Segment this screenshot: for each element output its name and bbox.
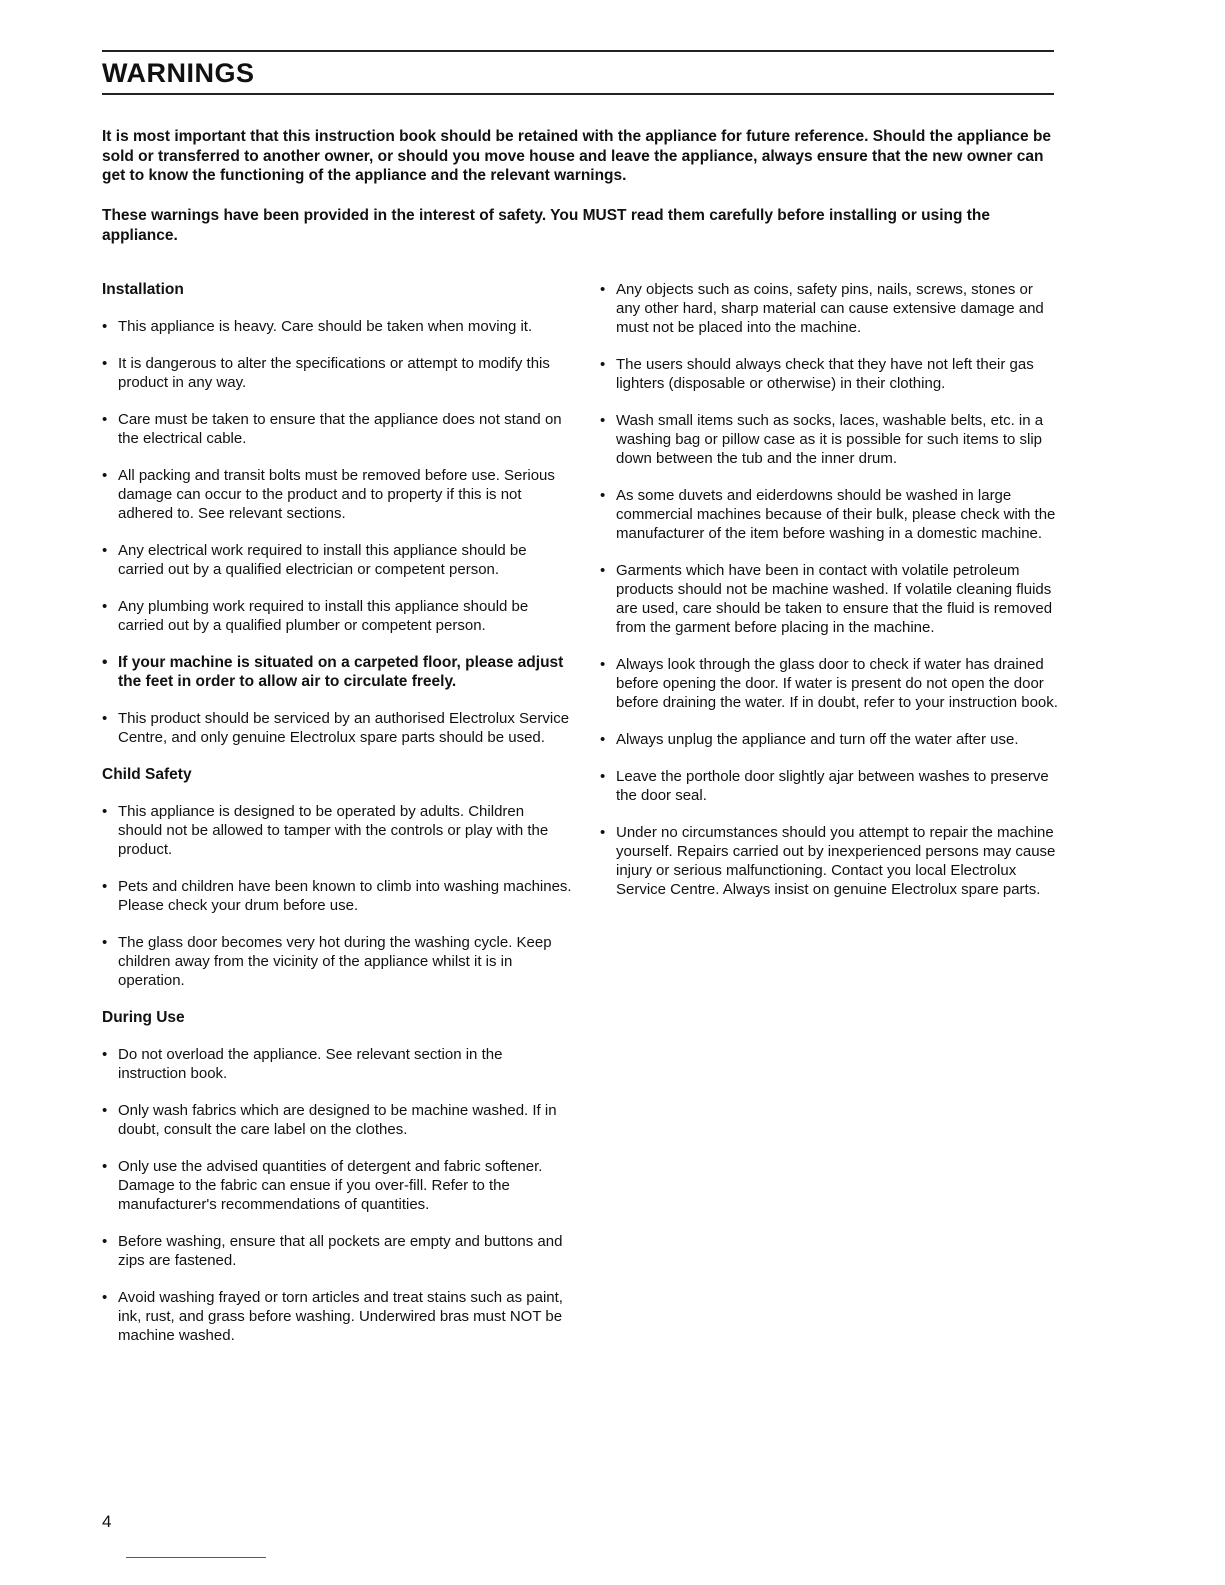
list-item: • Leave the porthole door slightly ajar between washes to preserve the door seal. (600, 767, 1060, 805)
list-item: • Garments which have been in contact with volatile petroleum products should not be machine washed. If volatile cleaning fluids are used, care should be taken to ensure that the fluid is removed from the garment before placing in the machine. (600, 561, 1060, 637)
list-item: • The users should always check that they have not left their gas lighters (disposable or otherwise) in their clothing. (600, 355, 1060, 393)
installation-list (102, 317, 572, 747)
list-item: • Do not overload the appliance. See relevant section in the instruction book. (102, 1045, 572, 1083)
footer-rule (126, 1557, 266, 1558)
list-item: • It is dangerous to alter the specifications or attempt to modify this product in any way. (102, 354, 572, 392)
child-safety-heading: Child Safety (102, 766, 192, 783)
left-column (102, 280, 572, 1363)
list-item: • As some duvets and eiderdowns should be washed in large commercial machines because of their bulk, please check with the manufacturer of the item before washing in a domestic machine. (600, 486, 1060, 543)
list-item: • Before washing, ensure that all pockets are empty and buttons and zips are fastened. (102, 1232, 572, 1270)
list-item: • The glass door becomes very hot during the washing cycle. Keep children away from the vicinity of the appliance whilst it is in operation. (102, 933, 572, 990)
list-item: • Wash small items such as socks, laces, washable belts, etc. in a washing bag or pillow case as it is possible for such items to slip down between the tub and the inner drum. (600, 411, 1060, 468)
list-item: • Always unplug the appliance and turn off the water after use. (600, 730, 1060, 749)
during-use-heading: During Use (102, 1009, 185, 1026)
list-item: • Under no circumstances should you attempt to repair the machine yourself. Repairs carried out by inexperienced persons may cause injury or serious malfunctioning. Contact you local Electrolux Service Centre. Always insist on genuine Electrolux spare parts. (600, 823, 1060, 899)
list-item: • Any electrical work required to install this appliance should be carried out by a qualified electrician or competent person. (102, 541, 572, 579)
list-item: • Pets and children have been known to climb into washing machines. Please check your drum before use. (102, 877, 572, 915)
list-item: • Any plumbing work required to install this appliance should be carried out by a qualified plumber or competent person. (102, 597, 572, 635)
child-safety-list (102, 802, 572, 990)
page-title: WARNINGS (102, 58, 255, 88)
list-item: • Always look through the glass door to check if water has drained before opening the door. If water is present do not open the door before draining the water. If in doubt, refer to your instruction book. (600, 655, 1060, 712)
list-item: • Any objects such as coins, safety pins, nails, screws, stones or any other hard, sharp material can cause extensive damage and must not be placed into the machine. (600, 280, 1060, 337)
list-item: • All packing and transit bolts must be removed before use. Serious damage can occur to the product and to property if this is not adhered to. See relevant sections. (102, 466, 572, 523)
list-item: • Care must be taken to ensure that the appliance does not stand on the electrical cable. (102, 410, 572, 448)
list-item: • This appliance is heavy. Care should be taken when moving it. (102, 317, 572, 336)
list-item: • Only use the advised quantities of detergent and fabric softener. Damage to the fabric can ensue if you over-fill. Refer to the manufacturer's recommendations of quantities. (102, 1157, 572, 1214)
general-warnings-list (600, 280, 1060, 899)
title-underline (102, 93, 1054, 95)
list-item: • If your machine is situated on a carpeted floor, please adjust the feet in order to allow air to circulate freely. (102, 653, 572, 691)
top-rule (102, 50, 1054, 52)
installation-heading: Installation (102, 281, 184, 298)
right-column (600, 280, 1060, 917)
list-item: • This product should be serviced by an authorised Electrolux Service Centre, and only genuine Electrolux spare parts should be used. (102, 709, 572, 747)
list-item: • This appliance is designed to be operated by adults. Children should not be allowed to tamper with the controls or play with the product. (102, 802, 572, 859)
page-number: 4 (102, 1512, 112, 1531)
list-item: • Avoid washing frayed or torn articles and treat stains such as paint, ink, rust, and grass before washing. Underwired bras must NOT be machine washed. (102, 1288, 572, 1345)
intro-paragraph-retain-book: It is most important that this instruction book should be retained with the appliance for future reference. Should the appliance be sold or transferred to another owner, or should you move house and leave the appliance, always ensure that the new owner can get to know the functioning of the appliance and the relevant warnings. (102, 128, 1052, 184)
intro-paragraph-safety: These warnings have been provided in the interest of safety. You MUST read them carefully before installing or using the appliance. (102, 207, 990, 244)
list-item: • Only wash fabrics which are designed to be machine washed. If in doubt, consult the care label on the clothes. (102, 1101, 572, 1139)
during-use-list (102, 1045, 572, 1345)
